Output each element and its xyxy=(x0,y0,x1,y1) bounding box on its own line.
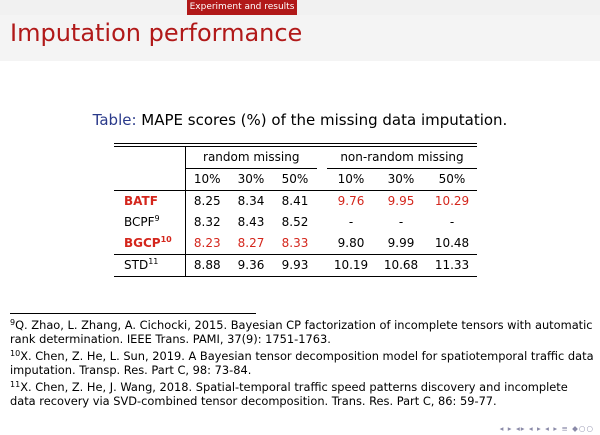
rate-header: 10% xyxy=(185,169,229,191)
footnotes xyxy=(10,318,595,411)
table-cell: - xyxy=(398,215,404,229)
table-cell: 9.80 xyxy=(327,233,375,255)
rate-header: 10% xyxy=(327,169,375,191)
table-cell: - xyxy=(449,215,455,229)
section-tab[interactable]: Experiment and results xyxy=(187,0,297,15)
table-cell: 8.23 xyxy=(185,233,229,255)
group-header-random: random missing xyxy=(185,147,317,169)
rate-header: 50% xyxy=(427,169,477,191)
table-cell: 8.27 xyxy=(229,233,273,255)
beamer-nav-icons[interactable]: ◂ ▸ ◂▸ ◂ ▸ ◂ ▸ ≡ ◆○○ xyxy=(499,424,594,433)
table-caption xyxy=(0,110,600,130)
table-cell: 8.25 xyxy=(193,194,221,208)
rate-header: 30% xyxy=(229,169,273,191)
group-gap xyxy=(317,255,327,277)
group-gap xyxy=(317,147,327,169)
group-gap xyxy=(317,169,327,191)
method-bgcp: BGCP$^{10}$ xyxy=(114,233,185,255)
top-bar xyxy=(0,0,600,15)
table-cell: 9.99 xyxy=(375,233,427,255)
table-cell: 9.76 xyxy=(337,194,365,208)
rate-header: 30% xyxy=(375,169,427,191)
footnote-ref[interactable]: 11 xyxy=(148,257,159,266)
method-batf: BATF xyxy=(114,191,185,213)
table-cell: 8.52 xyxy=(281,215,309,229)
caption-text: MAPE scores (%) of the missing data imputation. xyxy=(141,111,508,129)
group-gap xyxy=(317,212,327,233)
footnote-ref[interactable]: 10 xyxy=(160,235,172,244)
mape-table xyxy=(114,146,477,277)
footnote-10: $^{10}$X. Chen, Z. He, L. Sun, 2019. A Bayesian tensor decomposition model for spatiotemporal traffic data imputation. Transp. Res. Part C, 98: 73-84. xyxy=(10,349,594,377)
table-cell: 8.34 xyxy=(237,194,265,208)
table-cell: 9.95 xyxy=(387,194,415,208)
group-gap xyxy=(317,191,327,213)
group-header-nonrandom: non-random missing xyxy=(327,147,477,169)
table-cell: - xyxy=(348,215,354,229)
table-cell: 8.41 xyxy=(281,194,309,208)
table-cell: 10.48 xyxy=(427,233,477,255)
caption-label: Table: xyxy=(92,111,137,129)
footnote-9: $^9$Q. Zhao, L. Zhang, A. Cichocki, 2015. Bayesian CP factorization of incomplete tensors with automatic rank determination. IEEE Trans. PAMI, 37(9): 1751-1763. xyxy=(10,318,593,346)
group-gap xyxy=(317,233,327,255)
rate-header: 50% xyxy=(273,169,317,191)
method-bcpf: BCPF$^9$ xyxy=(114,212,185,233)
table-cell: 9.36 xyxy=(229,255,273,277)
method-std: STD$^{11}$ xyxy=(114,255,185,277)
table-cell: 10.19 xyxy=(327,255,375,277)
table-cell: 8.33 xyxy=(273,233,317,255)
table-cell: 10.68 xyxy=(375,255,427,277)
table-cell: 10.29 xyxy=(434,194,470,208)
empty-header-cell xyxy=(114,147,185,169)
table-cell: 8.32 xyxy=(193,215,221,229)
table-cell: 8.43 xyxy=(237,215,265,229)
table-cell: 9.93 xyxy=(273,255,317,277)
slide-title: Imputation performance xyxy=(10,19,303,47)
footnote-rule xyxy=(10,313,256,314)
footnote-ref[interactable]: 9 xyxy=(154,214,160,223)
table-cell: 8.88 xyxy=(185,255,229,277)
footnote-11: $^{11}$X. Chen, Z. He, J. Wang, 2018. Spatial-temporal traffic speed patterns discovery and incomplete data recovery via SVD-combined tensor decomposition. Trans. Res. Part C, 86: 59-77. xyxy=(10,380,568,408)
empty-rate-cell xyxy=(114,169,185,191)
table-cell: 11.33 xyxy=(427,255,477,277)
